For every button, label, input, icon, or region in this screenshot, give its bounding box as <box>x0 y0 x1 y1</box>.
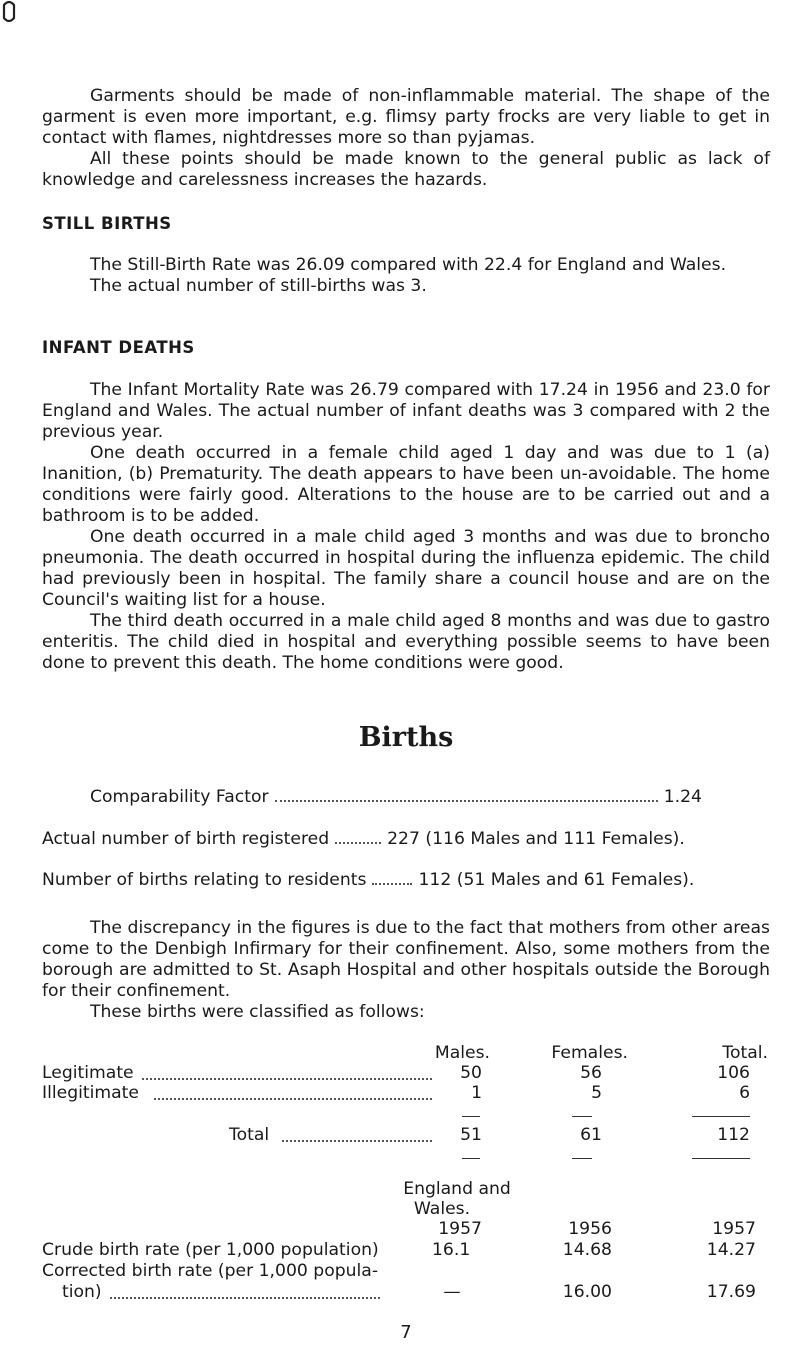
paragraph-still-birth-rate: The Still-Birth Rate was 26.09 compared with 22.4 for England and Wales. <box>90 255 727 275</box>
cell-corrected-1956: 16.00 <box>562 1282 612 1302</box>
table-row <box>42 1063 770 1084</box>
comparability-factor-value: 1.24 <box>663 787 702 807</box>
cell-crude-ew: 16.1 <box>432 1240 471 1260</box>
paragraph-discrepancy: The discrepancy in the figures is due to the fact that mothers from other areas come to the Denbigh Infirmary for their confinement. Also, some mothers from the borough are admitted to St. Asaph Hospital and other hospitals outside the Borough for their confinement. <box>42 918 770 1001</box>
cell-corrected-ew: — <box>443 1282 461 1302</box>
cell-females: 5 <box>591 1083 602 1103</box>
header-ew-year: 1957 <box>438 1219 482 1239</box>
paragraph-second-infant-death: One death occurred in a male child aged 3 months and was due to broncho pneumonia. The death occurred in hospital during the influenza epidemic. The child had previously been in hospital. The family share a council house and are on the Council's waiting list for a house. <box>42 527 770 610</box>
cell-females: 56 <box>580 1063 602 1083</box>
header-england-wales: England and <box>403 1179 511 1199</box>
heading-births: Births <box>358 722 454 753</box>
cell-males: 1 <box>471 1083 482 1103</box>
comparability-factor-line <box>90 787 702 808</box>
registered-births-line <box>42 829 770 850</box>
rates-header-line <box>42 1199 770 1220</box>
leader-dots <box>335 842 381 844</box>
leader-dots <box>154 1098 432 1100</box>
leader-dots <box>282 1140 432 1142</box>
table-total-row <box>42 1125 770 1146</box>
header-year-1956: 1956 <box>568 1219 612 1239</box>
paragraph-first-infant-death: One death occurred in a female child aged 1 day and was due to 1 (a) Inanition, (b) Prematurity. The death appears to have been un-avoidable. The home conditions were fairly good. Alterations to the house are to be carried out and a bathroom is to be added. <box>42 443 770 526</box>
corrected-birth-rate-label-cont: tion) <box>62 1282 102 1302</box>
page-number: 7 <box>400 1322 412 1343</box>
row-label-illegitimate: Illegitimate <box>42 1083 139 1103</box>
cell-males-total: 51 <box>460 1125 482 1145</box>
rates-header-years <box>42 1219 770 1240</box>
crude-birth-rate-label: Crude birth rate (per 1,000 population) <box>42 1240 379 1260</box>
cell-grand-total: 112 <box>717 1125 750 1145</box>
sum-rule <box>462 1158 480 1159</box>
row-label-total: Total <box>229 1125 270 1145</box>
registered-births-label: Actual number of birth registered <box>42 829 330 849</box>
paragraph-public-awareness: All these points should be made known to the general public as lack of knowledge and carelessness increases the hazards. <box>42 149 770 190</box>
cell-corrected-1957: 17.69 <box>706 1282 756 1302</box>
table-row <box>42 1261 770 1282</box>
resident-births-value: 112 (51 Males and 61 Females). <box>418 870 695 890</box>
heading-still-births: STILL BIRTHS <box>42 214 172 233</box>
header-males: Males. <box>434 1043 490 1063</box>
sum-rule <box>462 1116 480 1117</box>
header-wales: Wales. <box>413 1199 471 1219</box>
cell-total: 106 <box>717 1063 750 1083</box>
cell-females-total: 61 <box>580 1125 602 1145</box>
paragraph-infant-mortality-rate: The Infant Mortality Rate was 26.79 compared with 17.24 in 1956 and 23.0 for England and Wales. The actual number of infant deaths was 3 compared with 2 the previous year. <box>42 380 770 442</box>
comparability-factor-label: Comparability Factor <box>90 787 269 807</box>
header-year-1957: 1957 <box>712 1219 756 1239</box>
paragraph-third-infant-death: The third death occurred in a male child aged 8 months and was due to gastro enteritis. The child died in hospital and everything possible seems to have been done to prevent this death. The home conditions were good. <box>42 611 770 673</box>
paragraph-garments: Garments should be made of non-inflammable material. The shape of the garment is even more important, e.g. flimsy party frocks are very liable to get in contact with flames, nightdresses more so than pyjamas. <box>42 86 770 148</box>
sum-rule <box>572 1158 592 1159</box>
sum-rule <box>692 1158 750 1159</box>
resident-births-line <box>42 870 770 891</box>
rates-header-line <box>42 1179 770 1200</box>
page-corner-mark <box>2 0 16 24</box>
leader-dots <box>110 1297 380 1299</box>
classification-intro: These births were classified as follows: <box>90 1002 425 1022</box>
registered-births-value: 227 (116 Males and 111 Females). <box>387 829 685 849</box>
corrected-birth-rate-label: Corrected birth rate (per 1,000 popula- <box>42 1261 379 1281</box>
paragraph-still-birth-number: The actual number of still-births was 3. <box>90 276 427 296</box>
table-row <box>42 1083 770 1104</box>
cell-crude-1957: 14.27 <box>706 1240 756 1260</box>
cell-crude-1956: 14.68 <box>562 1240 612 1260</box>
header-total: Total. <box>722 1043 768 1063</box>
header-females: Females. <box>551 1043 628 1063</box>
resident-births-label: Number of births relating to residents <box>42 870 367 890</box>
cell-total: 6 <box>739 1083 750 1103</box>
table-header-row <box>42 1043 770 1064</box>
table-row <box>42 1282 770 1303</box>
heading-infant-deaths: INFANT DEATHS <box>42 338 195 357</box>
leader-dots <box>372 883 412 885</box>
sum-rule <box>572 1116 592 1117</box>
sum-rule <box>692 1116 750 1117</box>
row-label-legitimate: Legitimate <box>42 1063 134 1083</box>
table-row <box>42 1240 770 1261</box>
cell-males: 50 <box>460 1063 482 1083</box>
leader-dots <box>275 800 658 802</box>
leader-dots <box>142 1078 432 1080</box>
